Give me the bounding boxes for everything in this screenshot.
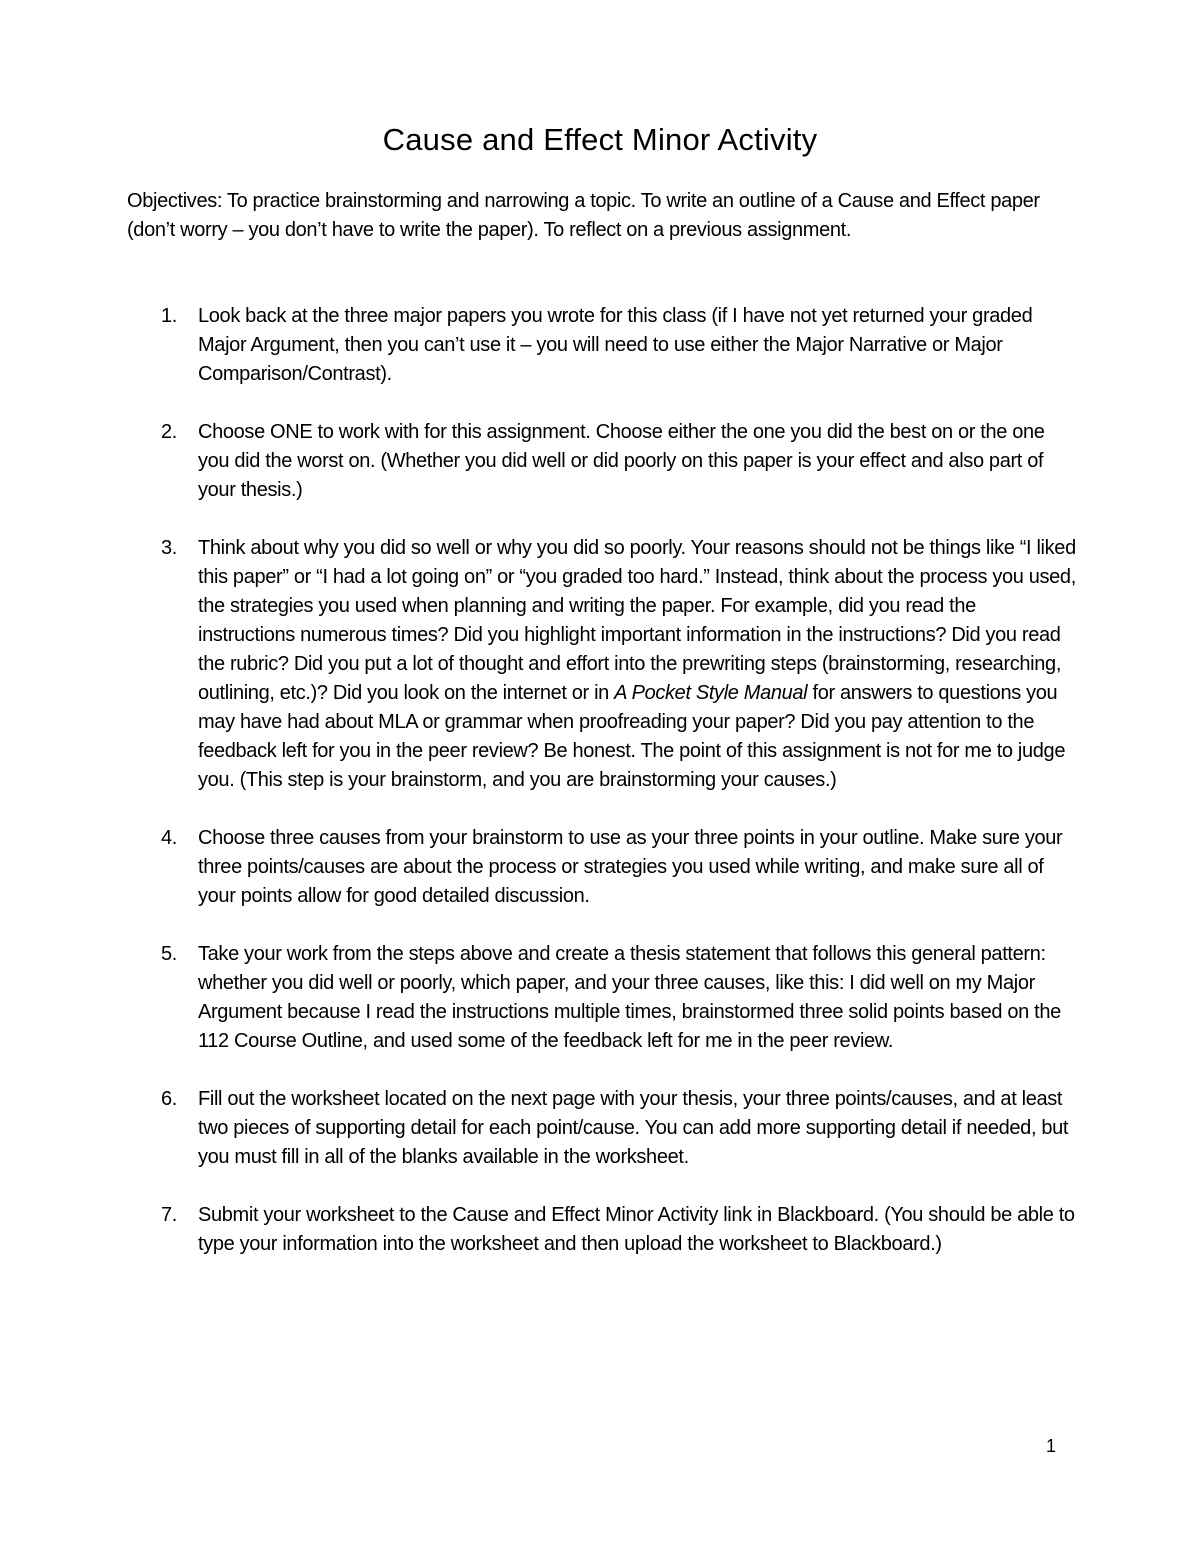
step-text-part: Think about why you did so well or why you did so poorly. Your reasons should not be things like “I liked this paper” or “I had a lot going on” or “you graded too hard.” Instead, think about the process you used, the strategies you used when planning and writing the paper. For example, did you read the instructions numerous times? Did you highlight important information in the instructions? Did you read the rubric? Did you put a lot of thought and effort into the prewriting steps (brainstorming, researching, outlining, etc.)? Did you look on the internet or in: [198, 537, 1076, 704]
step-number: 7.: [161, 1204, 177, 1226]
list-item-step-4: [127, 824, 1077, 911]
step-text-part: for answers to questions you may have had about MLA or grammar when proofreading your paper? Did you pay attention to the feedback left for you in the peer review? Be honest. The point of this assignment is not for me to judge you. (This step is your brainstorm, and you are brainstorming your causes.): [198, 682, 1066, 791]
list-item-step-1: [127, 302, 1077, 389]
list-item-step-3: [127, 534, 1077, 795]
step-number: 6.: [161, 1088, 177, 1110]
step-text: [198, 537, 1076, 791]
list-item-step-6: [127, 1085, 1077, 1172]
step-number: 3.: [161, 537, 177, 559]
list-item-step-2: [127, 418, 1077, 505]
steps-list: [127, 302, 1077, 1288]
list-item-step-7: [127, 1201, 1077, 1259]
page-number: 1: [1046, 1436, 1057, 1456]
step-text: Choose ONE to work with for this assignment. Choose either the one you did the best on or the one you did the worst on. (Whether you did well or did poorly on this paper is your effect and also part of your thesis.): [198, 421, 1045, 501]
step-text: Submit your worksheet to the Cause and Effect Minor Activity link in Blackboard. (You should be able to type your information into the worksheet and then upload the worksheet to Blackboard.): [198, 1204, 1075, 1255]
step-text: Take your work from the steps above and create a thesis statement that follows this general pattern: whether you did well or poorly, which paper, and your three causes, like this: I did well on my Major Argument because I read the instructions multiple times, brainstormed three solid points based on the 112 Course Outline, and used some of the feedback left for me in the peer review.: [198, 943, 1061, 1052]
step-number: 5.: [161, 943, 177, 965]
book-title: A Pocket Style Manual: [614, 682, 808, 704]
step-text: Choose three causes from your brainstorm to use as your three points in your outline. Make sure your three points/causes are about the process or strategies you used while writing, and make sure all of your points allow for good detailed discussion.: [198, 827, 1063, 907]
step-number: 1.: [161, 305, 177, 327]
step-text: Look back at the three major papers you wrote for this class (if I have not yet returned your graded Major Argument, then you can’t use it – you will need to use either the Major Narrative or Major Comparison/Contrast).: [198, 305, 1033, 385]
step-number: 2.: [161, 421, 177, 443]
step-number: 4.: [161, 827, 177, 849]
step-text: Fill out the worksheet located on the next page with your thesis, your three points/causes, and at least two pieces of supporting detail for each point/cause. You can add more supporting detail if needed, but you must fill in all of the blanks available in the worksheet.: [198, 1088, 1069, 1168]
list-item-step-5: [127, 940, 1077, 1056]
objectives-paragraph: Objectives: To practice brainstorming and narrowing a topic. To write an outline of a Cause and Effect paper (don’t worry – you don’t have to write the paper). To reflect on a previous assignment.: [127, 190, 1040, 241]
page-title: Cause and Effect Minor Activity: [382, 122, 818, 157]
